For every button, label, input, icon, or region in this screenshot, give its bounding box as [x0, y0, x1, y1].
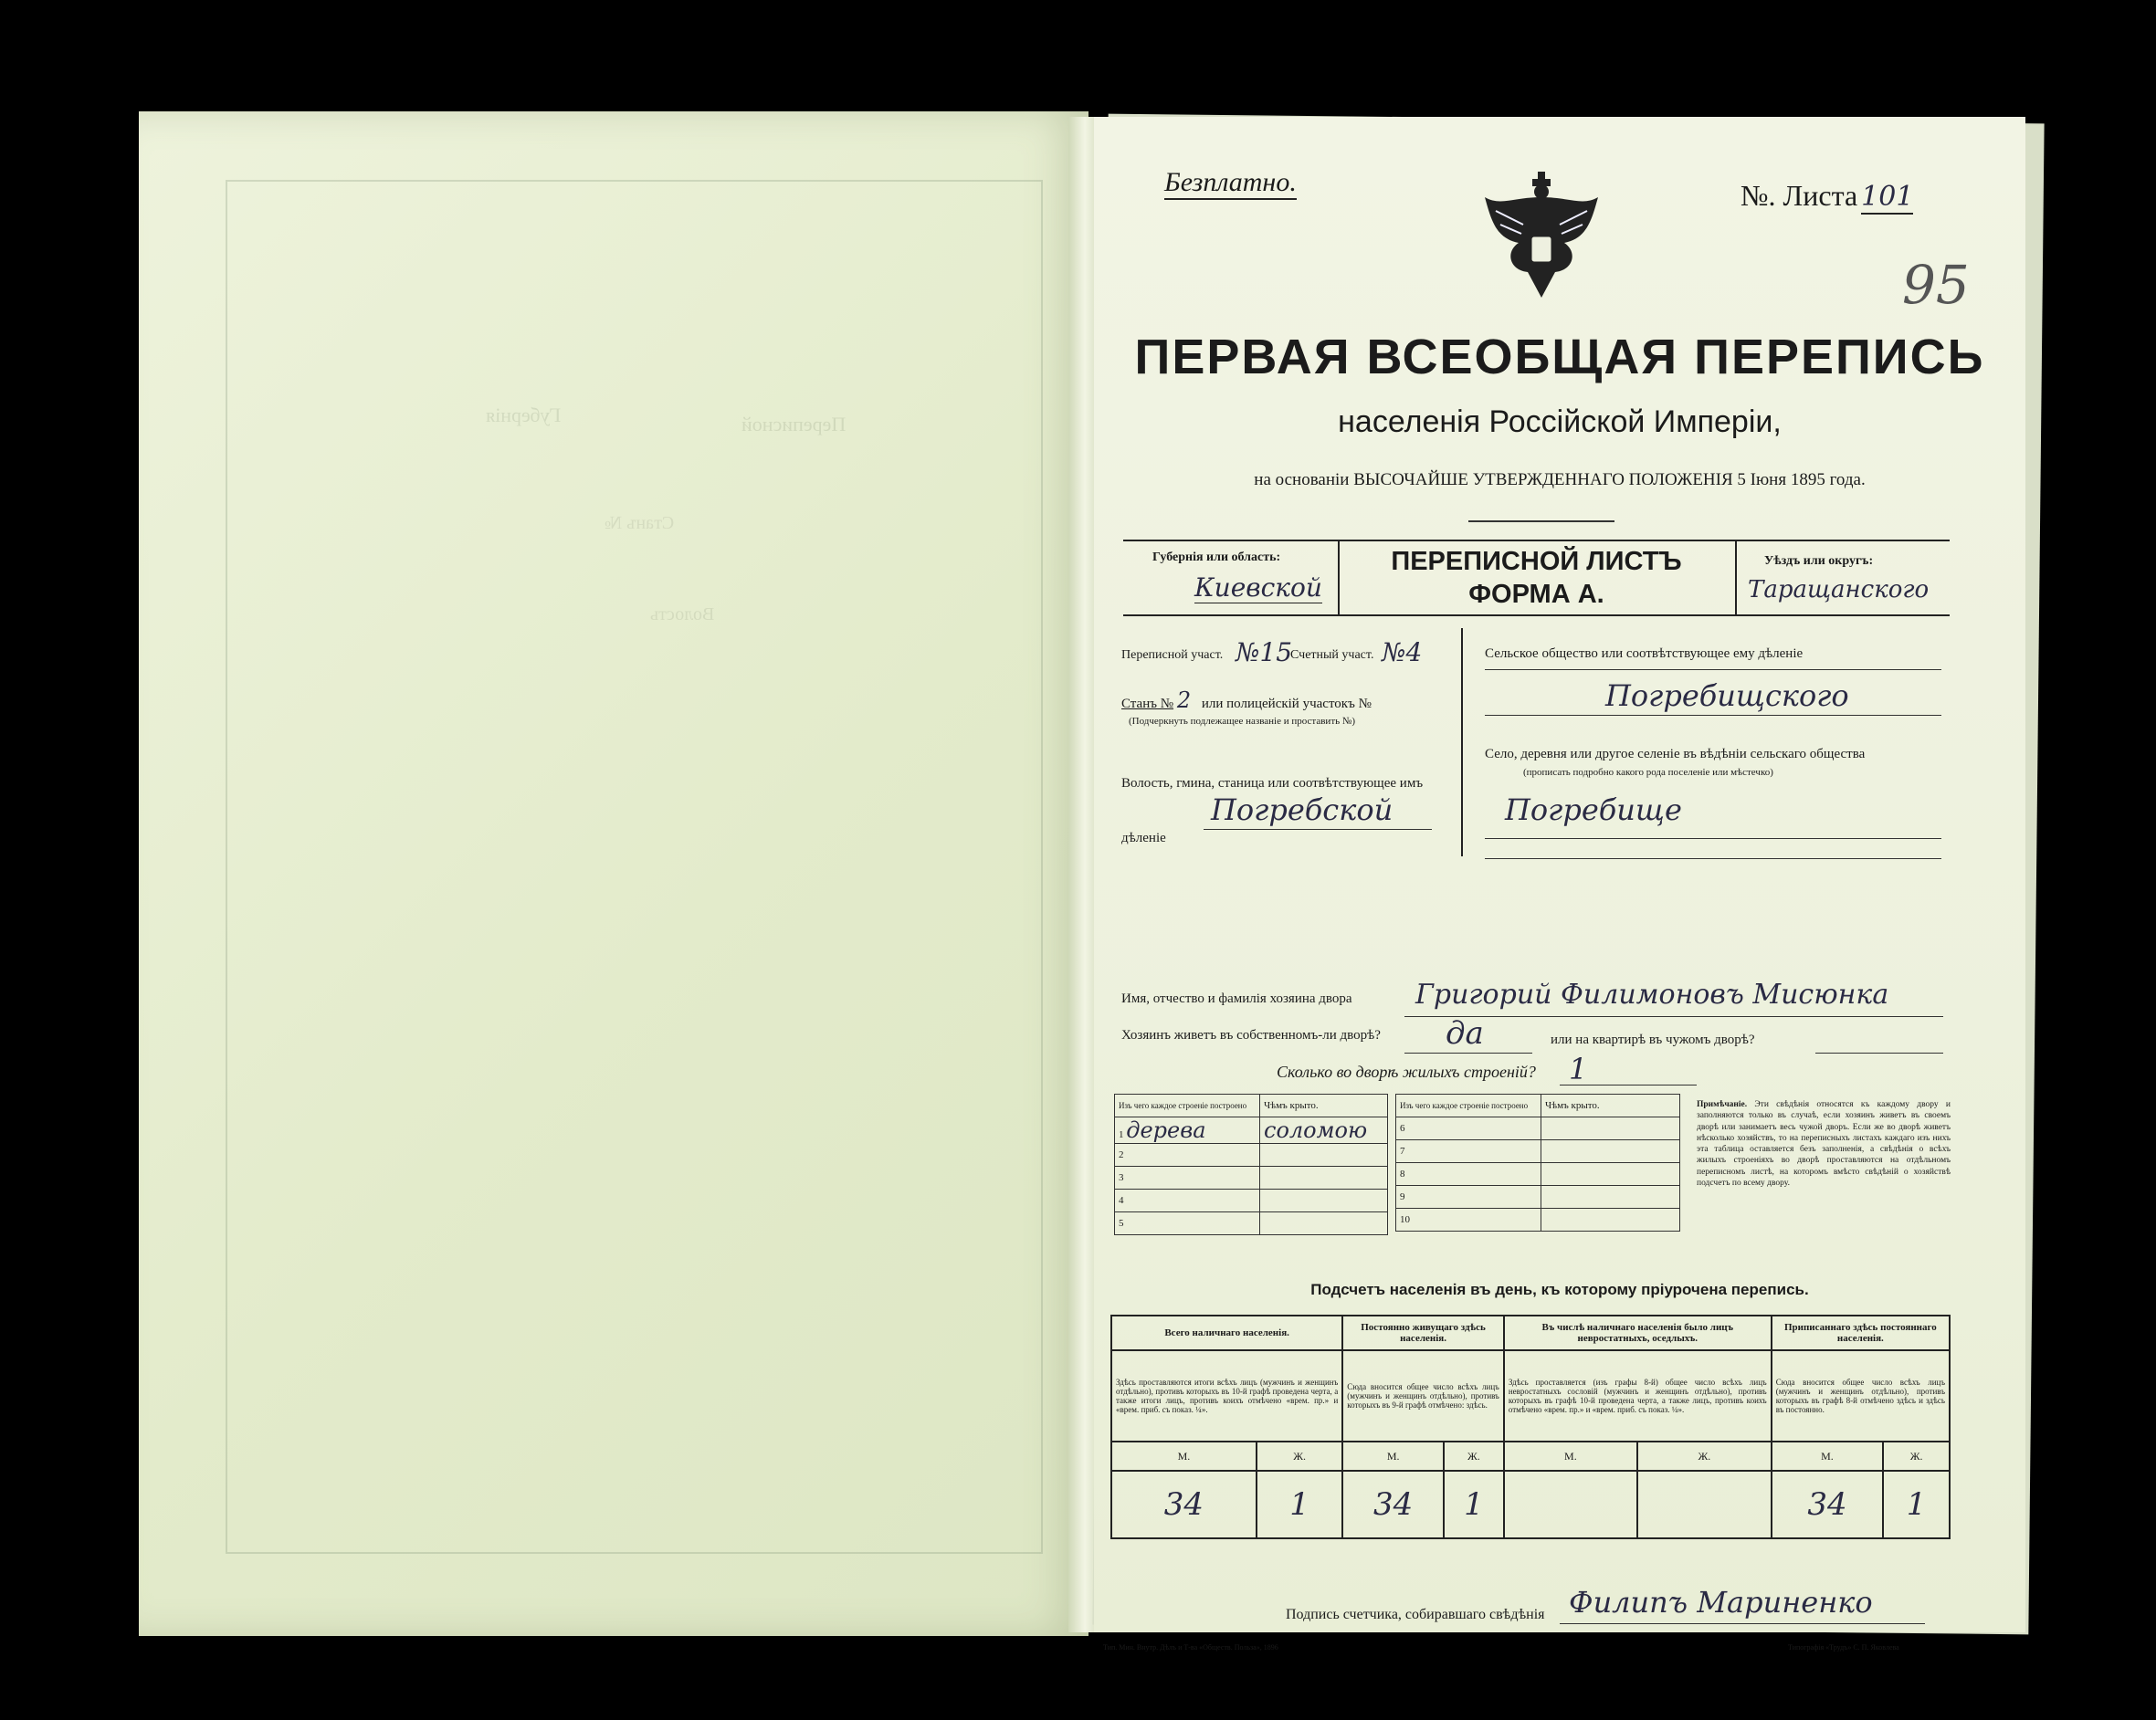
buildings-table-right — [1395, 1094, 1680, 1232]
society-value: Погребищского — [1605, 678, 1849, 713]
population-col-head: Въ числѣ наличнаго населенія было лицъ невростатныхъ, оседлыхъ. — [1504, 1316, 1772, 1350]
building-material: дерева — [1126, 1117, 1206, 1143]
row-number: 9 — [1396, 1186, 1541, 1209]
female-header: Ж. — [1444, 1442, 1504, 1471]
left-faint-mark-3: Станъ № — [605, 513, 675, 533]
owner-label: Имя, отчество и фамилія хозяина двора — [1121, 991, 1352, 1006]
signature-label: Подпись счетчика, собиравшаго свѣдѣнія — [1286, 1607, 1545, 1622]
row-number: 1 — [1119, 1129, 1124, 1140]
form-legal-basis: на основаніи ВЫСОЧАЙШЕ УТВЕРЖДЕННАГО ПОЛОЖЕНІЯ 5 Іюня 1895 года. — [1254, 470, 1866, 489]
buildings-value: 1 — [1569, 1052, 1588, 1086]
male-header: М. — [1772, 1442, 1883, 1471]
counter-district-label: Счетный участ. — [1290, 648, 1374, 662]
sheet-number-label — [1741, 179, 1913, 213]
census-form-page — [1094, 117, 2025, 1652]
imperial-eagle-icon — [1478, 170, 1605, 307]
buildings-note-text: Эти свѣдѣнія относятся къ каждому двору и заполняются только въ случаѣ, если хозяинъ живетъ въ своемъ дворѣ или занимаетъ весь чужой дворъ. Если же во дворѣ живетъ нѣсколько хозяйствъ, то на переписныхъ листахъ каждаго изъ нихъ эта таблица оставляется безъ заполненія, а свѣдѣнія о всѣхъ жилыхъ строеніяхъ во дворѣ проставляются на отдѣльномъ переписномъ листѣ, на которомъ вмѣсто свѣдѣній о хозяйствѣ подсчетъ по всему двору. — [1697, 1100, 1951, 1189]
left-faint-mark-2: Переписной — [741, 413, 847, 435]
rents-underline — [1815, 1053, 1943, 1054]
society-label: Сельское общество или соотвѣтствующее ему дѣленіе — [1485, 646, 1804, 661]
gubernia-label: Губернія или область: — [1152, 551, 1281, 564]
village-extra-line — [1485, 858, 1941, 859]
form-header-box — [1123, 540, 1950, 616]
population-col-head: Постоянно живущаго здѣсь населенія. — [1342, 1316, 1504, 1350]
census-district-value: №15 — [1236, 637, 1293, 667]
rents-label: или на квартирѣ въ чужомъ дворѣ? — [1551, 1033, 1755, 1047]
village-label: Село, деревня или другое селеніе въ вѣдѣніи сельскаго общества — [1485, 747, 1866, 761]
present-female-count: 1 — [1257, 1471, 1342, 1538]
buildings-col-material: Изъ чего каждое строеніе построено — [1115, 1095, 1260, 1117]
table-row — [1115, 1212, 1388, 1235]
title-ornament-divider — [1468, 520, 1614, 522]
population-col-head: Всего наличнаго населенія. — [1111, 1316, 1342, 1350]
row-number: 8 — [1396, 1163, 1541, 1186]
society-underline — [1485, 669, 1941, 670]
table-row — [1396, 1186, 1680, 1209]
row-number: 2 — [1115, 1144, 1260, 1167]
registered-female-count: 1 — [1883, 1471, 1950, 1538]
buildings-note — [1697, 1099, 1951, 1189]
table-row — [1396, 1209, 1680, 1232]
non-local-female-count — [1637, 1471, 1772, 1538]
police-district-label: или полицейскій участокъ № — [1201, 697, 1372, 711]
village-value: Погребище — [1505, 792, 1682, 827]
table-row — [1115, 1190, 1388, 1212]
female-header: Ж. — [1257, 1442, 1342, 1471]
gubernia-cell — [1123, 541, 1340, 614]
table-row — [1396, 1117, 1680, 1140]
buildings-col-roof: Чѣмъ крыто. — [1260, 1095, 1388, 1117]
village-note: (прописать подробно какого рода поселеніе или мѣстечко) — [1523, 767, 1773, 778]
uezd-label: Уѣздъ или округъ: — [1764, 554, 1874, 568]
left-faint-mark-4: Волость — [650, 604, 715, 624]
population-col-desc: Сюда вносится общее число всѣхъ лицъ (мужчинъ и женщинъ отдѣльно), противъ которыхъ въ графѣ 8-й отмѣчено здѣсь и здѣсь въ постоянно. — [1772, 1350, 1950, 1442]
left-page-frame — [226, 180, 1043, 1554]
counter-district-value: №4 — [1382, 637, 1423, 667]
owns-value: да — [1446, 1015, 1484, 1052]
table-row — [1396, 1140, 1680, 1163]
field-column-divider — [1461, 628, 1463, 856]
male-header: М. — [1342, 1442, 1444, 1471]
signature-value: Филипъ Мариненко — [1569, 1585, 1873, 1620]
row-number: 7 — [1396, 1140, 1541, 1163]
row-number: 5 — [1115, 1212, 1260, 1235]
volost-label: Волость, гмина, станица или соотвѣтствующее имъ дѣленіе — [1121, 776, 1424, 845]
population-col-desc: Здѣсь проставляются итоги всѣхъ лицъ (мужчинъ и женщинъ отдѣльно), противъ которыхъ въ 10-й графѣ проведена черта, а также итоги лицъ, противъ коихъ отмѣчено «врем. пр.» и «врем. приб. съ показ. ¼». — [1111, 1350, 1342, 1442]
population-col-desc: Сюда вносится общее число всѣхъ лицъ (мужчинъ и женщинъ отдѣльно), противъ которыхъ въ 9-й графѣ отмѣчено: здѣсь. — [1342, 1350, 1504, 1442]
form-name: ФОРМА А. — [1468, 580, 1604, 609]
female-header: Ж. — [1637, 1442, 1772, 1471]
census-district-label: Переписной участ. — [1121, 648, 1224, 662]
corner-page-number: 95 — [1902, 254, 1970, 316]
society-value-underline — [1485, 715, 1941, 716]
buildings-label: Сколько во дворѣ жилыхъ строеній? — [1277, 1063, 1536, 1081]
free-label: Безплатно. — [1164, 167, 1297, 200]
male-header: М. — [1504, 1442, 1637, 1471]
printer-imprint-left: Тип. Мин. Внутр. Дѣлъ и Т-ва «Обществ. Польза», 1896 — [1103, 1643, 1278, 1652]
village-value-underline — [1485, 838, 1941, 839]
population-title: Подсчетъ населенія въ день, къ которому пріурочена перепись. — [1310, 1281, 1809, 1298]
population-table — [1110, 1315, 1951, 1539]
male-header: М. — [1111, 1442, 1257, 1471]
non-local-male-count — [1504, 1471, 1637, 1538]
volost-value-underline — [1204, 829, 1432, 830]
stan-value: 2 — [1176, 687, 1192, 713]
printer-imprint-right: Типографія «Трудъ» С. П. Яковлева — [1788, 1643, 1899, 1652]
owns-underline — [1404, 1053, 1532, 1054]
table-row — [1396, 1163, 1680, 1186]
row-number: 3 — [1115, 1167, 1260, 1190]
volost-value: Погребской — [1211, 792, 1394, 827]
row-number: 4 — [1115, 1190, 1260, 1212]
left-page — [139, 111, 1089, 1636]
resident-male-count: 34 — [1342, 1471, 1444, 1538]
table-row — [1115, 1167, 1388, 1190]
registered-male-count: 34 — [1772, 1471, 1883, 1538]
form-subtitle: населенія Россійской Имперіи, — [1338, 404, 1782, 439]
owner-value: Григорий Филимоновъ Мисюнка — [1415, 979, 1889, 1011]
underline-note: (Подчеркнуть подлежащее названіе и проставить №) — [1129, 716, 1356, 727]
stan-label — [1121, 687, 1372, 713]
sheet-title: ПЕРЕПИСНОЙ ЛИСТЪ — [1391, 547, 1682, 576]
form-main-title: ПЕРВАЯ ВСЕОБЩАЯ ПЕРЕПИСЬ — [1134, 330, 1985, 384]
buildings-col-material-2: Изъ чего каждое строеніе построено — [1396, 1095, 1541, 1117]
population-col-head: Приписаннаго здѣсь постояннаго населенія. — [1772, 1316, 1950, 1350]
female-header: Ж. — [1883, 1442, 1950, 1471]
present-male-count: 34 — [1111, 1471, 1257, 1538]
building-roof: соломою — [1260, 1117, 1388, 1144]
owns-label: Хозяинъ живетъ въ собственномъ-ли дворѣ? — [1121, 1028, 1381, 1043]
buildings-table-left — [1114, 1094, 1388, 1235]
stan-label-text: Станъ № — [1121, 697, 1174, 711]
row-number: 10 — [1396, 1209, 1541, 1232]
signature-underline — [1560, 1623, 1925, 1624]
uezd-cell — [1735, 541, 1951, 614]
sheet-number-value: 101 — [1861, 181, 1914, 213]
gubernia-value: Киевской — [1194, 572, 1322, 603]
sheet-number-prefix: №. Листа — [1741, 179, 1858, 212]
buildings-col-roof-2: Чѣмъ крыто. — [1541, 1095, 1680, 1117]
owner-underline — [1404, 1016, 1943, 1017]
resident-female-count: 1 — [1444, 1471, 1504, 1538]
buildings-note-title: Примѣчаніе. — [1697, 1100, 1748, 1109]
row-number: 6 — [1396, 1117, 1541, 1140]
table-row — [1115, 1144, 1388, 1167]
table-row — [1115, 1117, 1388, 1144]
population-col-desc: Здѣсь проставляется (изъ графы 8-й) общее число всѣхъ лицъ невростатныхъ сословій (мужчинъ и женщинъ отдѣльно), противъ которыхъ въ графѣ 10-й проведена черта, а также лицъ, противъ коихъ отмѣчено «врем. пр.» и «врем. приб. съ показ. ¼». — [1504, 1350, 1772, 1442]
uezd-value: Таращанского — [1748, 576, 1930, 603]
left-faint-mark-1: Губернія — [486, 404, 562, 426]
